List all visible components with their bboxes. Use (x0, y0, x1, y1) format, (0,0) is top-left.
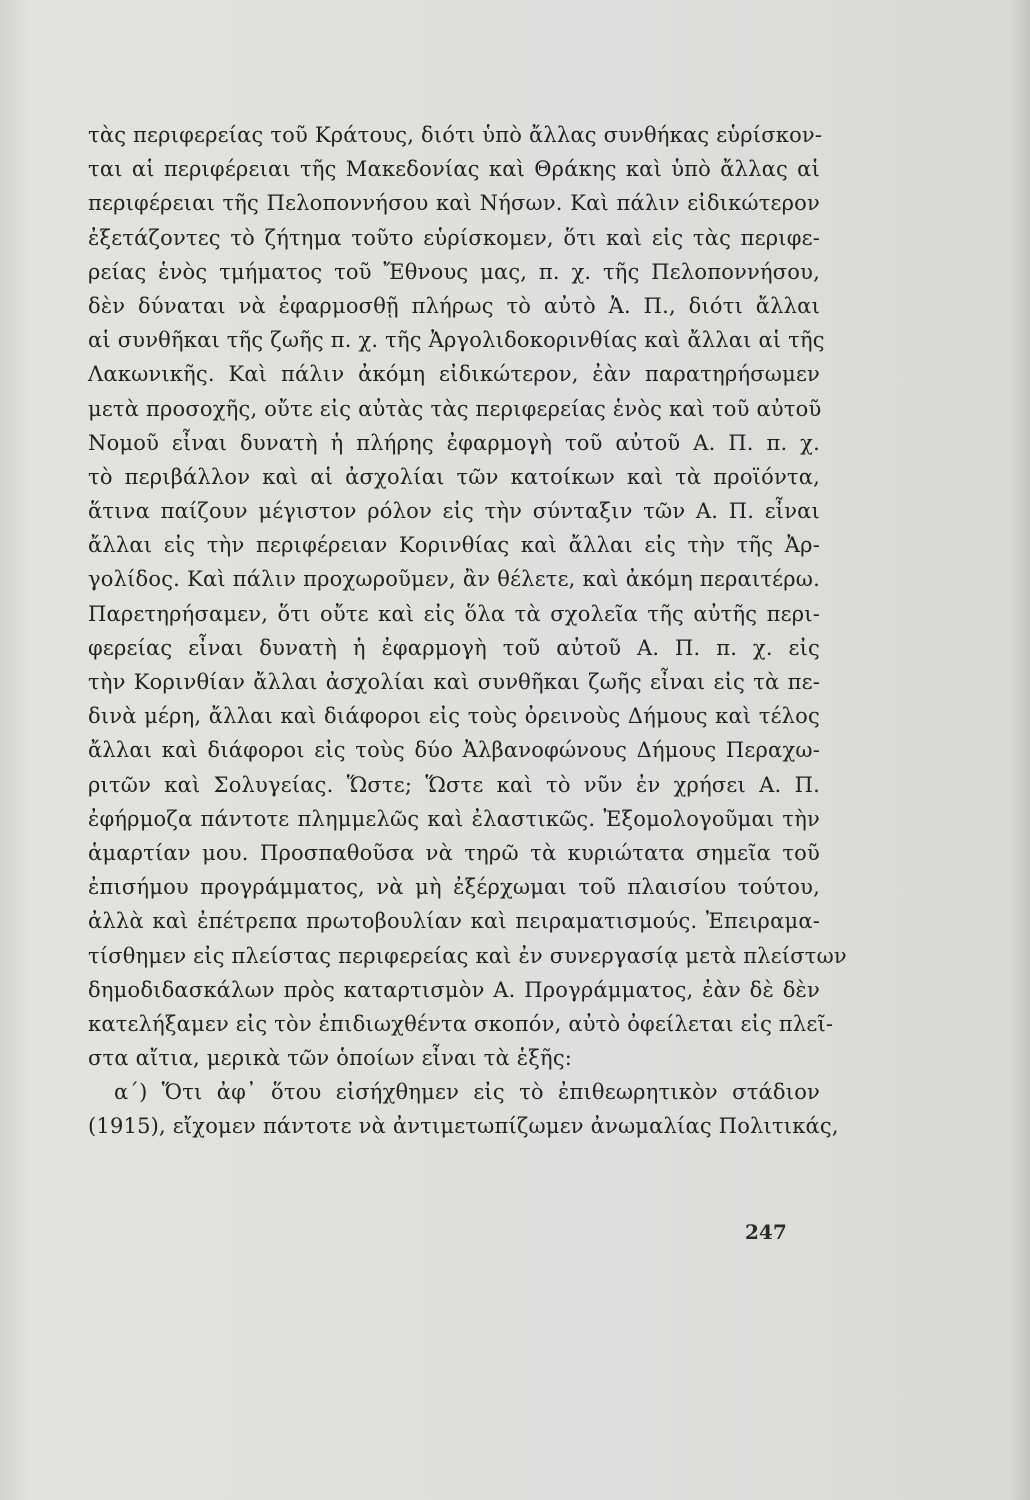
text-line: ρείας ἑνὸς τμήματος τοῦ Ἔθνους μας, π. χ. τῆς Πελοποννήσου, (88, 259, 820, 284)
text-line: δὲν δύναται νὰ ἐφαρμοσθῇ πλήρως τὸ αὐτὸ Ἀ. Π., διότι ἄλλαι (88, 293, 820, 318)
text-line: μετὰ προσοχῆς, οὔτε εἰς αὐτὰς τὰς περιφερείας ἑνὸς καὶ τοῦ αὐτοῦ (88, 396, 822, 421)
text-line: τίσθημεν εἰς πλείστας περιφερείας καὶ ἐν συνεργασίᾳ μετὰ πλείστων (88, 943, 847, 968)
page-number: 247 (745, 1220, 787, 1244)
text-line: Παρετηρήσαμεν, ὅτι οὔτε καὶ εἰς ὅλα τὰ σχολεῖα τῆς αὐτῆς περι- (88, 601, 820, 626)
text-line: ἐφήρμοζα πάντοτε πλημμελῶς καὶ ἐλαστικῶς. Ἐξομολογοῦμαι τὴν (88, 806, 820, 831)
text-line: ἐπισήμου προγράμματος, νὰ μὴ ἐξέρχωμαι τοῦ πλαισίου τούτου, (88, 875, 820, 900)
body-text (88, 118, 847, 1144)
text-line: τὴν Κορινθίαν ἄλλαι ἀσχολίαι καὶ συνθῆκαι ζωῆς εἶναι εἰς τὰ πε- (88, 670, 820, 694)
text-line: ἐξετάζοντες τὸ ζήτημα τοῦτο εὑρίσκομεν, ὅτι καὶ εἰς τὰς περιφε- (88, 225, 820, 250)
text-line: (1915), εἴχομεν πάντοτε νὰ ἀντιμετωπίζωμεν ἀνωμαλίας Πολιτικάς, (88, 1114, 839, 1139)
text-line: ἄλλαι καὶ διάφοροι εἰς τοὺς δύο Ἀλβανοφώνους Δήμους Περαχω- (88, 738, 820, 763)
text-line: δημοδιδασκάλων πρὸς καταρτισμὸν Α. Προγράμματος, ἐὰν δὲ δὲν (88, 977, 820, 1002)
text-line: γολίδος. Καὶ πάλιν προχωροῦμεν, ἂν θέλετε, καὶ ἀκόμη περαιτέρω. (88, 567, 820, 592)
text-line: περιφέρειαι τῆς Πελοποννήσου καὶ Νήσων. Καὶ πάλιν εἰδικώτερον (88, 191, 820, 216)
text-line: στα αἴτια, μερικὰ τῶν ὁποίων εἶναι τὰ ἑξῆς: (88, 1046, 573, 1071)
text-line: δινὰ μέρη, ἄλλαι καὶ διάφοροι εἰς τοὺς ὀρεινοὺς Δήμους καὶ τέλος (88, 704, 820, 729)
text-line: τὸ περιβάλλον καὶ αἱ ἀσχολίαι τῶν κατοίκων καὶ τὰ προϊόντα, (88, 464, 820, 489)
text-line: τὰς περιφερείας τοῦ Κράτους, διότι ὑπὸ ἄλλας συνθήκας εὑρίσκον- (88, 123, 823, 147)
text-line: Λακωνικῆς. Καὶ πάλιν ἀκόμη εἰδικώτερον, ἐὰν παρατηρήσωμεν (88, 362, 820, 387)
text-line: αἱ συνθῆκαι τῆς ζωῆς π. χ. τῆς Ἀργολιδοκορινθίας καὶ ἄλλαι αἱ τῆς (88, 328, 825, 353)
text-line: ἀλλὰ καὶ ἐπέτρεπα πρωτοβουλίαν καὶ πειραματισμούς. Ἐπειραμα- (88, 909, 820, 934)
text-line: α΄) Ὅτι ἀφ᾽ ὅτου εἰσήχθημεν εἰς τὸ ἐπιθεωρητικὸν στάδιον (114, 1080, 820, 1105)
text-line: Νομοῦ εἶναι δυνατὴ ἡ πλήρης ἐφαρμογὴ τοῦ αὐτοῦ Α. Π. π. χ. (88, 430, 820, 455)
text-line: ται αἱ περιφέρειαι τῆς Μακεδονίας καὶ Θράκης καὶ ὑπὸ ἄλλας αἱ (88, 157, 820, 182)
text-line: ἅτινα παίζουν μέγιστον ρόλον εἰς τὴν σύνταξιν τῶν Α. Π. εἶναι (88, 499, 820, 524)
page-edge-shadow (1008, 0, 1030, 1500)
text-line: κατελήξαμεν εἰς τὸν ἐπιδιωχθέντα σκοπόν, αὐτὸ ὀφείλεται εἰς πλεῖ- (88, 1011, 834, 1036)
text-line: ἄλλαι εἰς τὴν περιφέρειαν Κορινθίας καὶ ἄλλαι εἰς τὴν τῆς Ἀρ- (88, 533, 820, 558)
text-line: φερείας εἶναι δυνατὴ ἡ ἐφαρμογὴ τοῦ αὐτοῦ Α. Π. π. χ. εἰς (88, 635, 820, 660)
text-line: ἁμαρτίαν μου. Προσπαθοῦσα νὰ τηρῶ τὰ κυριώτατα σημεῖα τοῦ (88, 840, 820, 865)
text-line: ριτῶν καὶ Σολυγείας. Ὥστε; Ὥστε καὶ τὸ νῦν ἐν χρήσει Α. Π. (88, 772, 820, 797)
